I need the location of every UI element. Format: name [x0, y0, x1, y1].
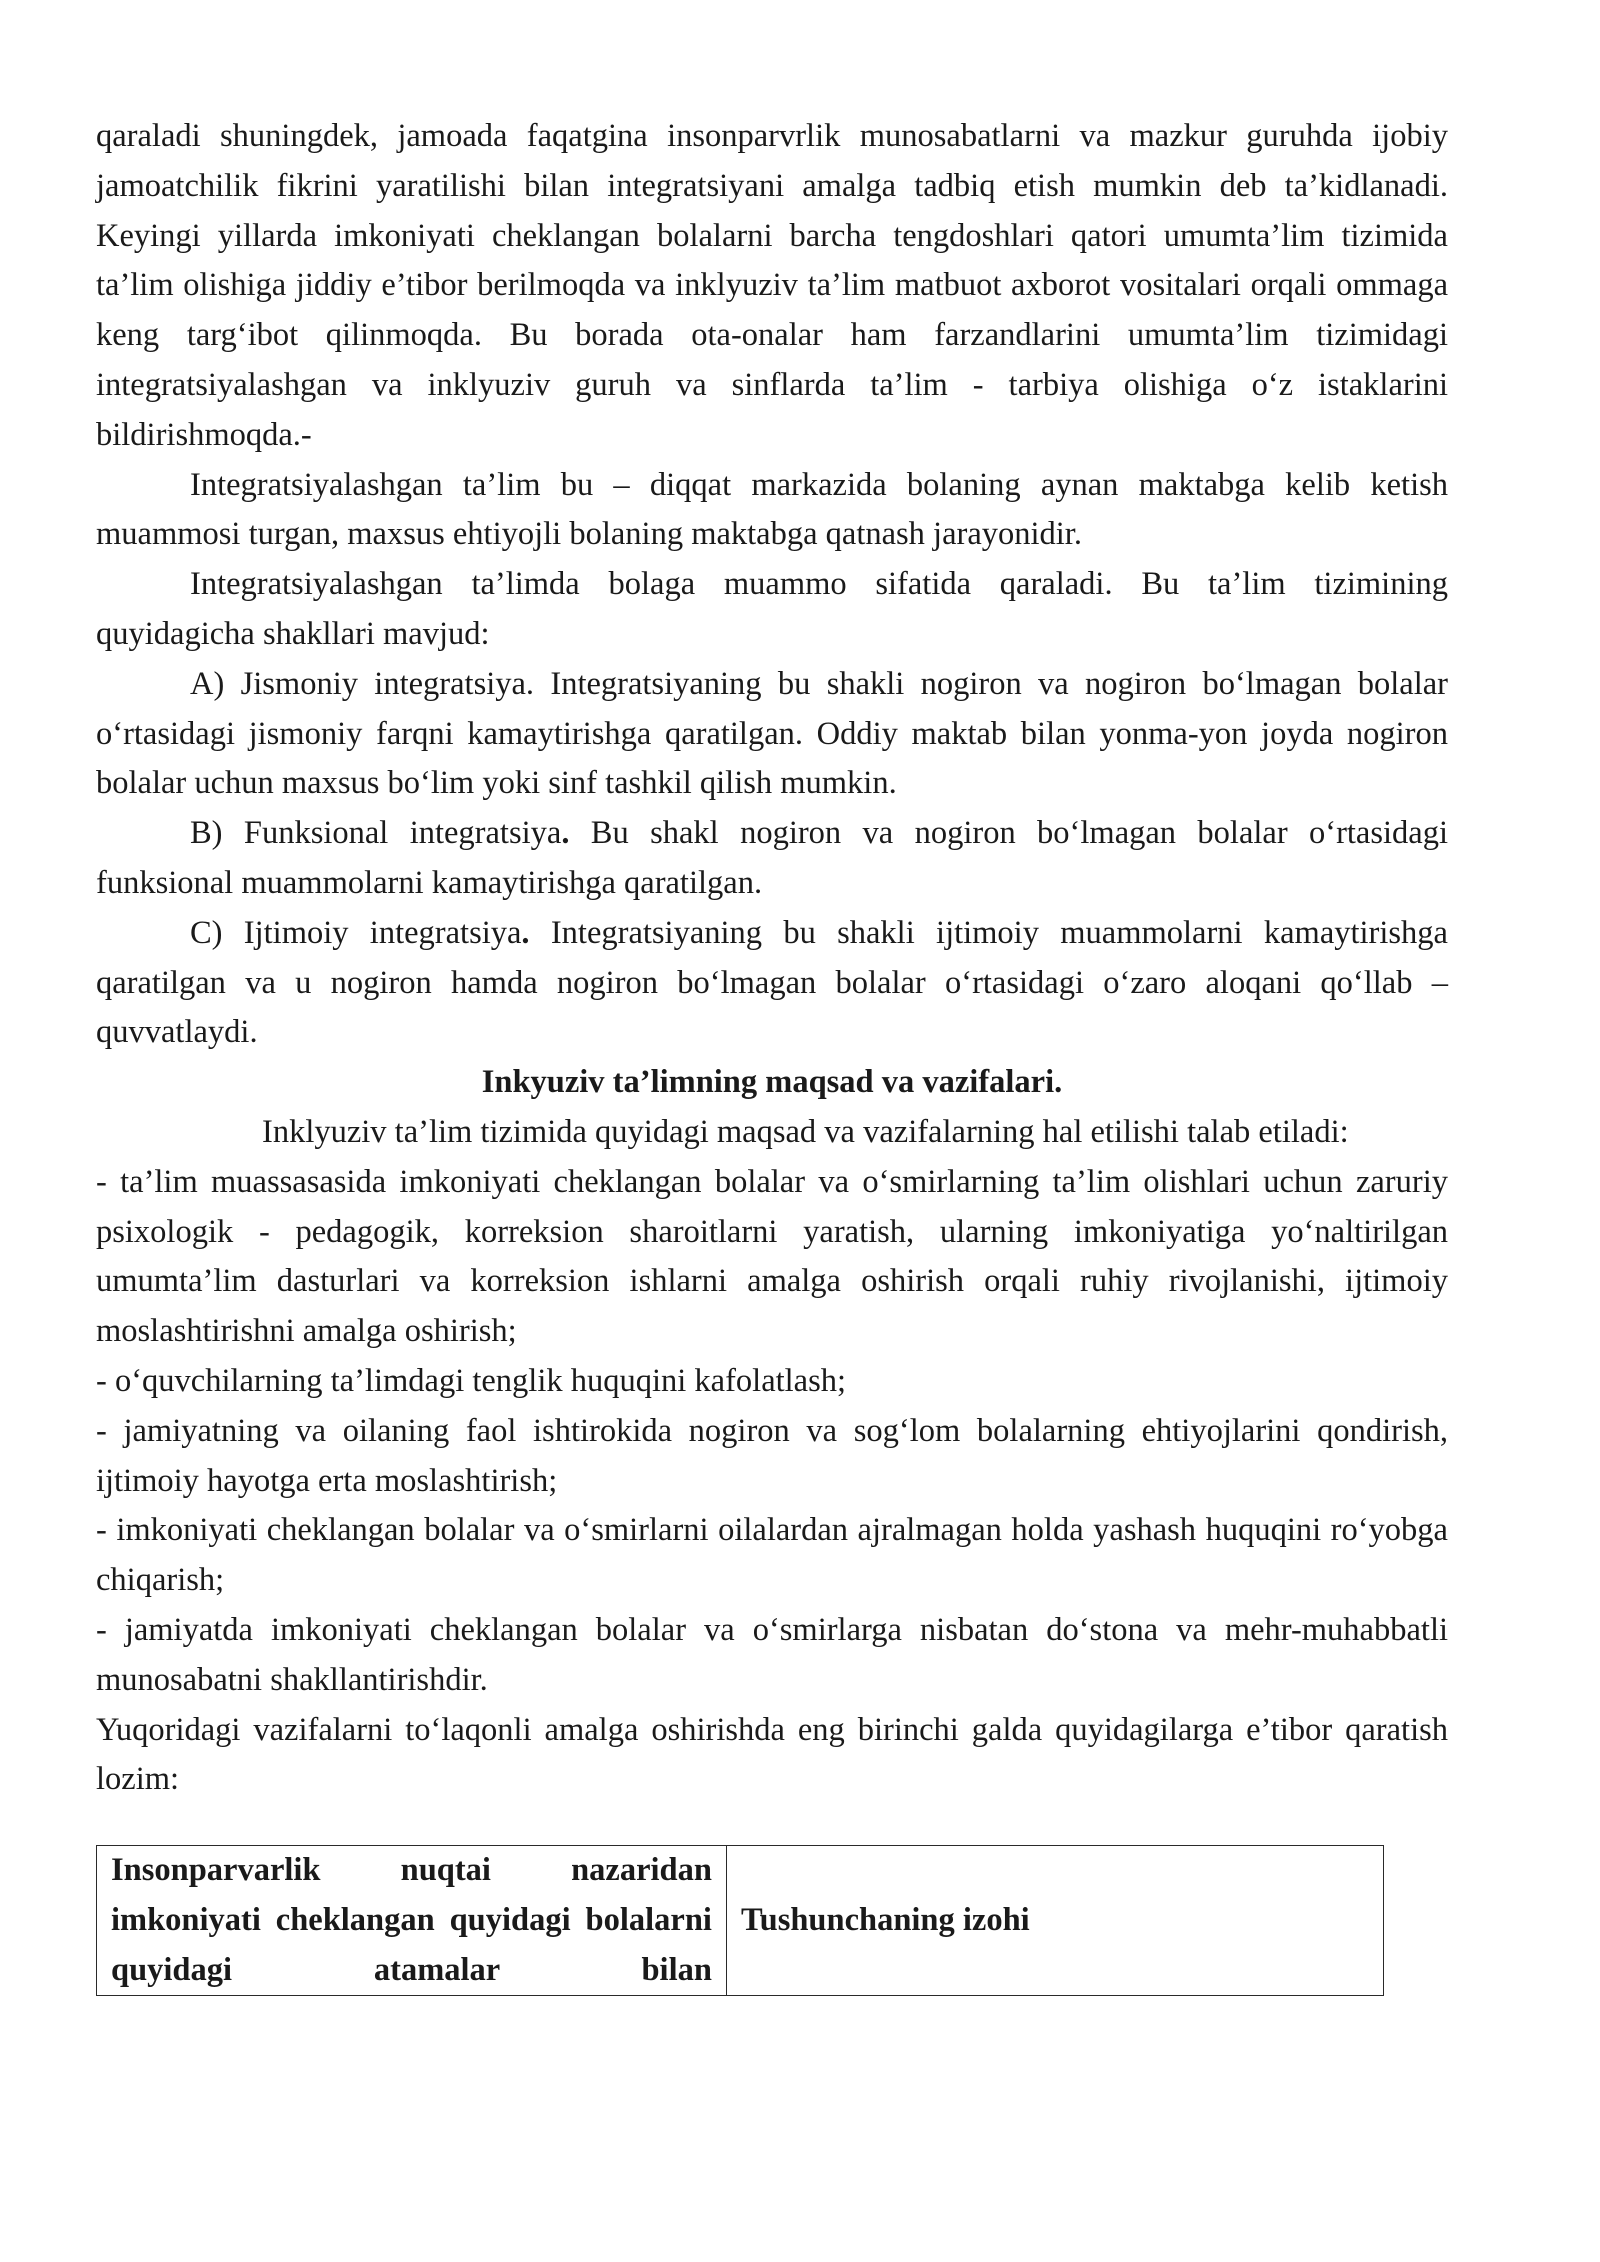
- paragraph-integrated-education-definition: Integratsiyalashgan ta’lim bu – diqqat markazida bolaning aynan maktabga kelib ketish muammosi turgan, maxsus ehtiyojli bolaning maktabga qatnash jarayonidir.: [96, 466, 1448, 553]
- functional-integration-label: B) Funksional integratsiya: [190, 815, 562, 852]
- table-row: [97, 1846, 1384, 1996]
- paragraph-integration-forms: Integratsiyalashgan ta’limda bolaga muammo sifatida qaraladi. Bu ta’lim tizimining quyidagicha shakllari mavjud:: [96, 566, 1448, 652]
- section-heading: Inkyuziv ta’limning maqsad va vazifalari.: [481, 1064, 1063, 1101]
- paragraph-functional-integration: [96, 809, 1448, 909]
- task-item: - ta’lim muassasasida imkoniyati cheklangan bolalar va o‘smirlarning ta’lim olishlari uchun zaruriy psixologik - pedagogik, korreksion sharoitlarni yaratish, ularning imkoniyatiga yo‘naltirilgan umumta’lim dasturlari va korreksion ishlarni amalga oshirish orqali ruhiy rivojlanishi, ijtimoiy moslashtirishni amalga oshirish;: [96, 1163, 1448, 1350]
- social-integration-label: C) Ijtimoiy integratsiya: [190, 914, 522, 951]
- table-header-explanation: Tushunchaning izohi: [726, 1846, 1383, 1996]
- paragraph-closing: Yuqoridagi vazifalarni to‘laqonli amalga oshirishda eng birinchi galda quyidagilarga e’tibor qaratish lozim:: [96, 1711, 1448, 1798]
- social-integration-dot: .: [521, 914, 530, 951]
- task-item: - imkoniyati cheklangan bolalar va o‘smirlarni oilalardan ajralmagan holda yashash huquqini ro‘yobga chiqarish;: [96, 1512, 1448, 1599]
- table-header-terms: Insonparvarlik nuqtai nazaridan imkoniyati cheklangan quyidagi bolalarni quyidagi atamalar bilan: [97, 1846, 727, 1996]
- paragraph-tasks-intro: Inklyuziv ta’lim tizimida quyidagi maqsad va vazifalarning hal etilishi talab etiladi:: [262, 1113, 1349, 1150]
- task-item: - jamiyatning va oilaning faol ishtirokida nogiron va sog‘lom bolalarning ehtiyojlarini qondirish, ijtimoiy hayotga erta moslashtirish;: [96, 1412, 1448, 1499]
- paragraph-physical-integration: A) Jismoniy integratsiya. Integratsiyaning bu shakli nogiron va nogiron bo‘lmagan bolalar o‘rtasidagi jismoniy farqni kamaytirishga qaratilgan. Oddiy maktab bilan yonma-yon joyda nogiron bolalar uchun maxsus bo‘lim yoki sinf tashkil qilish mumkin.: [96, 665, 1448, 802]
- functional-integration-dot: .: [561, 815, 570, 852]
- functional-integration-text: Bu shakl nogiron va nogiron bo‘lmagan bolalar o‘rtasidagi funksional muammolarni kamaytirishga qaratilgan.: [96, 815, 1448, 901]
- task-item: - o‘quvchilarning ta’limdagi tenglik huquqini kafolatlash;: [96, 1362, 847, 1399]
- terms-table: [96, 1845, 1384, 1996]
- paragraph-social-integration: [96, 909, 1448, 1058]
- task-item: - jamiyatda imkoniyati cheklangan bolalar va o‘smirlarga nisbatan do‘stona va mehr-muhabbatli munosabatni shakllantirishdir.: [96, 1611, 1448, 1698]
- paragraph-integration-intro: qaraladi shuningdek, jamoada faqatgina insonparvrlik munosabatlarni va mazkur guruhda ijobiy jamoatchilik fikrini yaratilishi bilan integratsiyani amalga tadbiq etish mumkin deb ta’kidlanadi. Keyingi yillarda imkoniyati cheklangan bolalarni barcha tengdoshlari qatori umumta’lim tizimida ta’lim olishiga jiddiy e’tibor berilmoqda va inklyuziv ta’lim matbuot axborot vositalari orqali ommaga keng targ‘ibot qilinmoqda. Bu borada ota-onalar ham farzandlarini umumta’lim tizimidagi integratsiyalashgan va inklyuziv guruh va sinflarda ta’lim - tarbiya olishiga o‘z istaklarini bildirishmoqda.-: [96, 118, 1448, 453]
- document-page: [96, 112, 1448, 1996]
- social-integration-text: Integratsiyaning bu shakli ijtimoiy muammolarni kamaytirishga qaratilgan va u nogiron hamda nogiron bo‘lmagan bolalar o‘rtasidagi o‘zaro aloqani qo‘llab – quvvatlaydi.: [96, 914, 1448, 1051]
